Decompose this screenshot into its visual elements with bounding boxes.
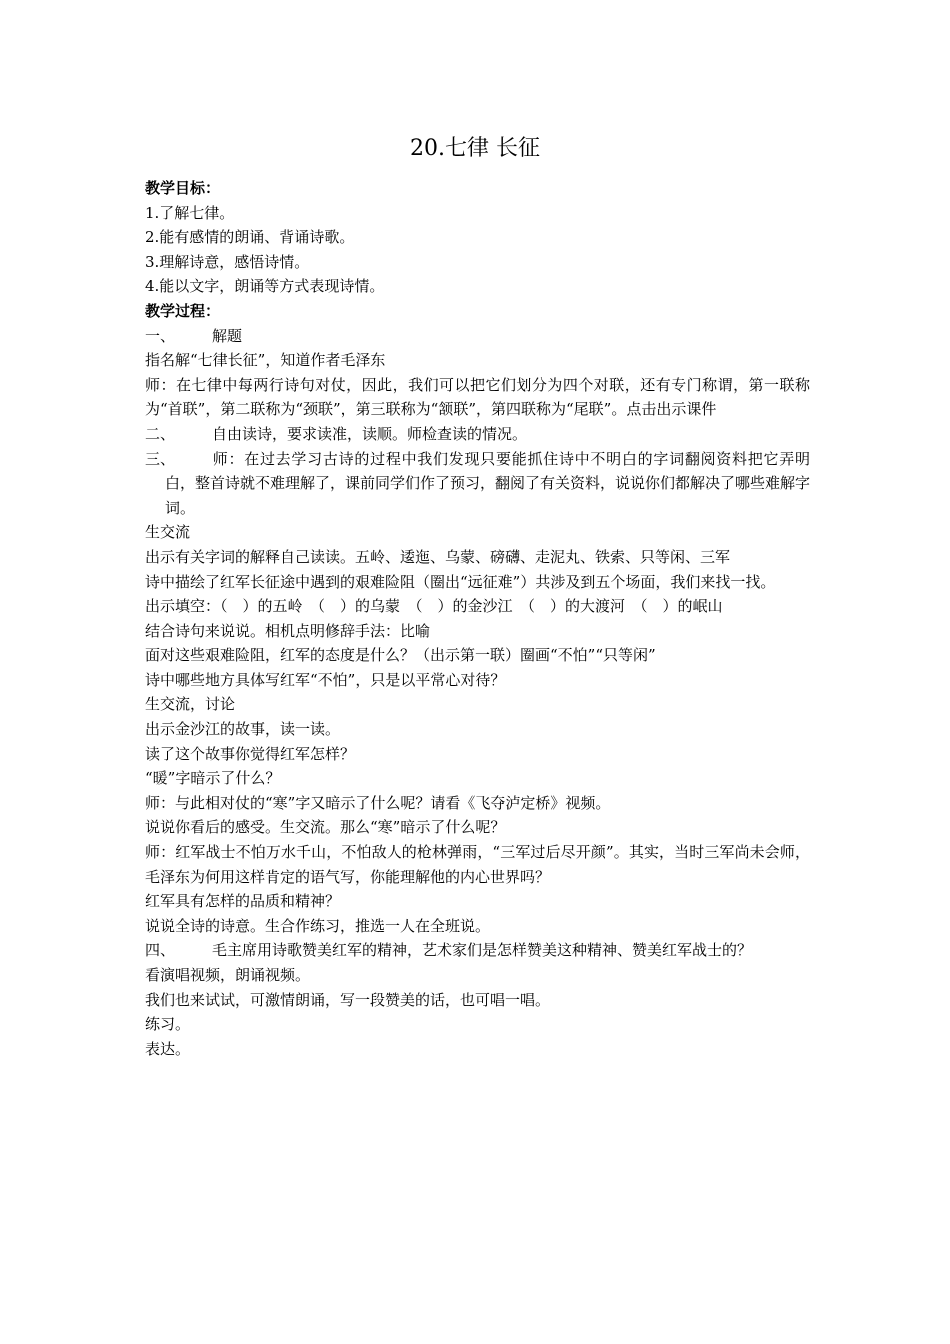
paragraph: 指名解“七律长征”，知道作者毛泽东: [145, 351, 386, 370]
objective-item-1: 1.了解七律。: [145, 203, 235, 222]
document-body: [145, 176, 810, 1061]
section-1-text: 解题: [212, 326, 243, 345]
objective-item-3: 3.理解诗意，感悟诗情。: [145, 252, 310, 271]
section-1-number: 一、: [145, 326, 176, 345]
section-1: [145, 324, 810, 349]
objective-item-2: 2.能有感情的朗诵、背诵诗歌。: [145, 228, 355, 247]
section-2-text: 自由读诗，要求读准，读顺。师检查读的情况。: [212, 424, 528, 443]
paragraph: 表达。: [145, 1039, 191, 1058]
section-4-text: 毛主席用诗歌赞美红军的精神，艺术家们是怎样赞美这种精神、赞美红军战士的？: [212, 941, 753, 960]
paragraph: 诗中描绘了红军长征途中遇到的艰难险阻（圈出“远征难”）共涉及到五个场面，我们来找一找。: [145, 572, 776, 591]
paragraph: 诗中哪些地方具体写红军“不怕”，只是以平常心对待？: [145, 670, 506, 689]
paragraph: 生交流: [145, 523, 191, 542]
paragraph: 生交流，讨论: [145, 695, 236, 714]
paragraph: 结合诗句来说说。相机点明修辞手法：比喻: [145, 621, 431, 640]
paragraph: 师：红军战士不怕万水千山，不怕敌人的枪林弹雨，“三军过后尽开颜”。其实，当时三军尚未会师，毛泽东为何用这样肯定的语气写，你能理解他的内心世界吗？: [145, 843, 810, 886]
section-3-number: 三、: [145, 449, 176, 468]
paragraph: 说说全诗的诗意。生合作练习，推选一人在全班说。: [145, 916, 491, 935]
paragraph: 面对这些艰难险阻，红军的态度是什么？（出示第一联）圈画“不怕”“只等闲”: [145, 646, 656, 665]
section-3: [145, 447, 810, 521]
section-2: [145, 422, 810, 447]
section-4: [145, 938, 810, 963]
section-2-number: 二、: [145, 424, 176, 443]
paragraph: 出示金沙江的故事，读一读。: [145, 720, 341, 739]
paragraph: 师：与此相对仗的“寒”字又暗示了什么呢？请看《飞夺泸定桥》视频。: [145, 793, 611, 812]
paragraph: 说说你看后的感受。生交流。那么“寒”暗示了什么呢？: [145, 818, 506, 837]
paragraph: 红军具有怎样的品质和精神？: [145, 892, 341, 911]
process-heading: 教学过程：: [145, 301, 221, 320]
paragraph: 师：在七律中每两行诗句对仗，因此，我们可以把它们划分为四个对联，还有专门称谓，第一联称为“首联”，第二联称为“颈联”，第三联称为“颔联”，第四联称为“尾联”。点击出示课件: [145, 375, 810, 419]
objectives-heading: 教学目标：: [145, 179, 221, 197]
section-4-number: 四、: [145, 941, 176, 960]
document-title: 20.七律 长征: [410, 136, 540, 161]
paragraph: 练习。: [145, 1015, 191, 1034]
paragraph: 出示有关字词的解释自己读读。五岭、逶迤、乌蒙、磅礴、走泥丸、铁索、只等闲、三军: [145, 547, 731, 566]
paragraph: 读了这个故事你觉得红军怎样？: [145, 744, 356, 763]
paragraph: 看演唱视频，朗诵视频。: [145, 966, 311, 984]
paragraph: “暖”字暗示了什么？: [145, 769, 281, 788]
paragraph: 我们也来试试，可激情朗诵，写一段赞美的话，也可唱一唱。: [145, 990, 551, 1009]
section-3-text: 师：在过去学习古诗的过程中我们发现只要能抓住诗中不明白的字词翻阅资料把它弄明白，整首诗就不难理解了，课前同学们作了预习，翻阅了有关资料，说说你们都解决了哪些难解字词。: [165, 449, 811, 517]
fill-in-prompt: 出示填空：（ ）的五岭 （ ）的乌蒙 （ ）的金沙江 （ ）的大渡河 （ ）的岷山: [145, 597, 723, 616]
objective-item-4: 4.能以文字，朗诵等方式表现诗情。: [145, 277, 385, 296]
